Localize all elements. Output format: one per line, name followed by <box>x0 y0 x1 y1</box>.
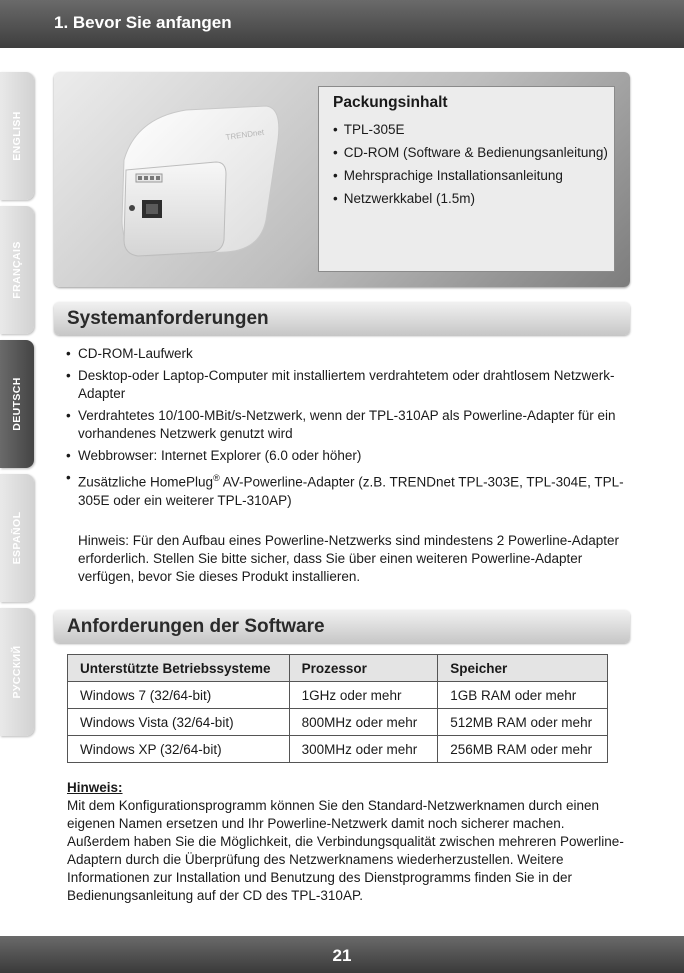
tab-deutsch[interactable] <box>0 340 34 468</box>
item-text: AV-Powerline-Adapter (z.B. TRENDnet TPL-303E, TPL-304E, TPL-305E oder ein weiterer TPL-310AP) <box>78 474 624 508</box>
registered-mark: ® <box>213 473 220 483</box>
tab-label: ESPAÑOL <box>11 511 23 565</box>
item-text: Zusätzliche HomePlug <box>78 474 214 490</box>
list-item: • CD-ROM-Laufwerk <box>66 345 626 363</box>
tab-english[interactable] <box>0 72 34 200</box>
package-list <box>333 118 608 210</box>
tab-label: ENGLISH <box>11 111 23 161</box>
table-row <box>68 736 608 763</box>
list-item: • Verdrahtetes 10/100-MBit/s-Netzwerk, wenn der TPL-310AP als Powerline-Adapter für ein vorhandenes Netzwerk genutzt wird <box>66 407 626 443</box>
section-title: Anforderungen der Software <box>67 616 325 637</box>
package-contents-box <box>318 86 615 272</box>
table-cell: Windows XP (32/64-bit) <box>68 736 290 763</box>
tab-espanol[interactable] <box>0 474 34 602</box>
column-header: Prozessor <box>289 655 438 682</box>
table-cell: 256MB RAM oder mehr <box>438 736 608 763</box>
powerline-adapter-image <box>116 100 286 260</box>
table-row <box>68 709 608 736</box>
page-number: 21 <box>332 946 352 965</box>
system-requirements-list <box>66 345 626 514</box>
page-title: 1. Bevor Sie anfangen <box>54 13 232 32</box>
table-cell: 512MB RAM oder mehr <box>438 709 608 736</box>
list-item: • Webbrowser: Internet Explorer (6.0 oder höher) <box>66 447 626 465</box>
system-requirements-header <box>54 302 630 335</box>
table-cell: Windows Vista (32/64-bit) <box>68 709 290 736</box>
tab-russian[interactable] <box>0 608 34 736</box>
table-cell: 1GHz oder mehr <box>289 682 438 709</box>
svg-text:TRENDnet: TRENDnet <box>225 127 265 142</box>
tab-francais[interactable] <box>0 206 34 334</box>
table-row <box>68 682 608 709</box>
hinweis-title: Hinweis: <box>67 780 123 795</box>
list-item: • CD-ROM (Software & Bedienungsanleitung) <box>333 141 608 164</box>
table-header-row <box>68 655 608 682</box>
list-item: • TPL-305E <box>333 118 608 141</box>
system-note: Hinweis: Für den Aufbau eines Powerline-Netzwerks sind mindestens 2 Powerline-Adapter erforderlich. Stellen Sie bitte sicher, dass Sie über einen weiteren Powerline-Adapter verfügen, bevor Sie dieses Produkt installieren. <box>78 533 620 584</box>
top-bar <box>0 0 684 48</box>
list-item <box>66 469 626 510</box>
table-cell: 300MHz oder mehr <box>289 736 438 763</box>
tab-label: DEUTSCH <box>11 377 23 431</box>
table-cell: 800MHz oder mehr <box>289 709 438 736</box>
list-item: • Mehrsprachige Installationsanleitung <box>333 164 608 187</box>
list-item: • Desktop-oder Laptop-Computer mit installiertem verdrahtetem oder drahtlosem Netzwerk-Adapter <box>66 367 626 403</box>
section-title: Systemanforderungen <box>67 308 269 329</box>
software-requirements-header <box>54 610 630 643</box>
list-item: • Netzwerkkabel (1.5m) <box>333 187 608 210</box>
column-header: Speicher <box>438 655 608 682</box>
tab-label: FRANÇAIS <box>11 241 23 299</box>
footer-bar <box>0 936 684 973</box>
package-title: Packungsinhalt <box>333 94 448 111</box>
table-cell: 1GB RAM oder mehr <box>438 682 608 709</box>
tab-label: РУССКИЙ <box>11 645 23 699</box>
table-cell: Windows 7 (32/64-bit) <box>68 682 290 709</box>
package-panel <box>54 72 630 287</box>
column-header: Unterstützte Betriebssysteme <box>68 655 290 682</box>
hinweis-text: Mit dem Konfigurationsprogramm können Sie den Standard-Netzwerknamen durch einen eigenen Namen ersetzen und Ihr Powerline-Netzwerk damit noch sicherer machen. Außerdem haben Sie die Möglichkeit, die Verbindungsqualität zwischen mehreren Powerline-Adaptern durch die Überprüfung des Netzwerknamens wiederherzustellen. Weitere Informationen zur Installation und Benutzung des Dienstprogramms finden Sie in der Bedienungsanleitung auf der CD des TPL-310AP. <box>67 798 624 903</box>
software-table <box>67 654 608 763</box>
hinweis-note <box>67 779 627 905</box>
